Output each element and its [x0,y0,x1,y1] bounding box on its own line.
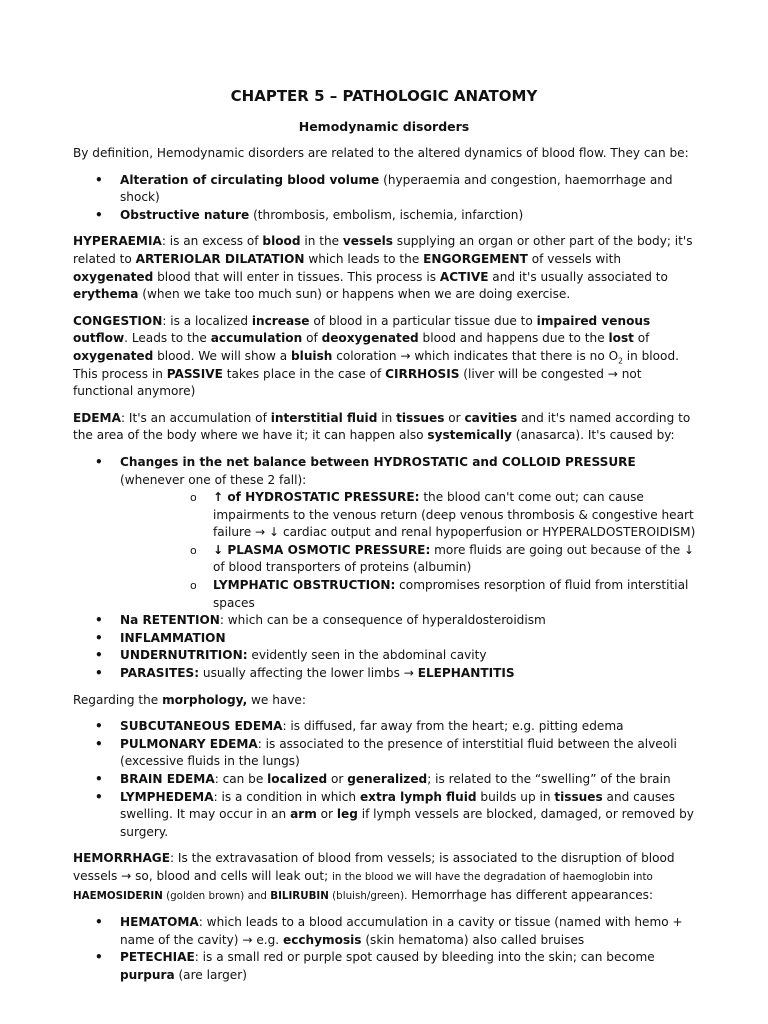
congestion-paragraph: CONGESTION: is a localized increase of blood in a particular tissue due to impaired venous outflow. Leads to the accumulation of deoxygenated blood and happens due to the lost of oxygenated blood. We will show a bluish coloration → which indicates that there is no $O_2$ in blood. This process in PASSIVE takes place in the case of CIRRHOSIS (liver will be congested → not functional anymore) [73,313,679,399]
list-item: • Na RETENTION: which can be a consequence of hyperaldosteroidism [73,612,701,630]
morphology-list [73,718,701,841]
list-item: • INFLAMMATION [73,630,701,648]
hemorrhage-list [73,914,701,984]
list-item: • Obstructive nature (thrombosis, embolism, ischemia, infarction) [73,207,701,225]
chapter-title: CHAPTER 5 – PATHOLOGIC ANATOMY [230,87,538,105]
morphology-paragraph: Regarding the morphology, we have: [73,692,306,707]
document-body [73,145,701,994]
hyperaemia-paragraph: HYPERAEMIA: is an excess of blood in the vessels supplying an organ or other part of the body; it's related to ARTERIOLAR DILATATION which leads to the ENGORGEMENT of vessels with oxygenated blood that will enter in tissues. This process is ACTIVE and it's usually associated to erythema (when we take too much sun) or happens when we are doing exercise. [73,234,693,302]
list-item: o ↑ of HYDROSTATIC PRESSURE: the blood can't come out; can cause impairments to the venous return (deep venous thrombosis & congestive heart failure → ↓ cardiac output and renal hypoperfusion or HYPERALDOSTEROIDISM) [120,489,701,542]
list-item: • Changes in the net balance between HYDROSTATIC and COLLOID PRESSURE (whenever one of these 2 fall): o ↑ of HYDROSTATIC PRESSURE: the blood can't come out; can cause impairments to the venous return (deep venous thrombosis & congestive heart failure → ↓ cardiac output and renal hypoperfusion or HYPERALDOSTEROIDISM) o ↓ PLASMA OSMOTIC PRESSURE: more fluids are going out because of the ↓ of blood transporters of proteins (albumin) o LYMPHATIC OBSTRUCTION: compromises resorption of fluid from interstitial spaces [73,454,701,612]
list-item: • SUBCUTANEOUS EDEMA: is diffused, far away from the heart; e.g. pitting edema [73,718,701,736]
list-item: • BRAIN EDEMA: can be localized or generalized; is related to the “swelling” of the brain [73,771,701,789]
intro-list [73,172,701,225]
list-item: o ↓ PLASMA OSMOTIC PRESSURE: more fluids are going out because of the ↓ of blood transporters of proteins (albumin) [120,542,701,577]
list-item: o LYMPHATIC OBSTRUCTION: compromises resorption of fluid from interstitial spaces [120,577,701,612]
list-item: • UNDERNUTRITION: evidently seen in the abdominal cavity [73,647,701,665]
pressure-sublist [120,489,701,612]
list-item: • Alteration of circulating blood volume (hyperaemia and congestion, haemorrhage and shock) [73,172,701,207]
list-item: • LYMPHEDEMA: is a condition in which extra lymph fluid builds up in tissues and causes swelling. It may occur in an arm or leg if lymph vessels are blocked, damaged, or removed by surgery. [73,789,701,842]
section-subtitle: Hemodynamic disorders [298,119,470,134]
list-item: • PULMONARY EDEMA: is associated to the presence of interstitial fluid between the alveoli (excessive fluids in the lungs) [73,736,701,771]
intro-paragraph: By definition, Hemodynamic disorders are related to the altered dynamics of blood flow. They can be: [73,146,689,160]
edema-causes-list [73,454,701,683]
list-item: • PARASITES: usually affecting the lower limbs → ELEPHANTITIS [73,665,701,683]
list-item: • HEMATOMA: which leads to a blood accumulation in a cavity or tissue (named with hemo + name of the cavity) → e.g. ecchymosis (skin hematoma) also called bruises [73,914,701,949]
list-item: • PETECHIAE: is a small red or purple spot caused by bleeding into the skin; can become purpura (are larger) [73,949,701,984]
hemorrhage-paragraph: HEMORRHAGE: Is the extravasation of blood from vessels; is associated to the disruption of blood vessels → so, blood and cells will leak out; in the blood we will have the degradation of haemoglobin into HAEMOSIDERIN (golden brown) and BILIRUBIN (bluish/green). Hemorrhage has different appearances: [73,851,675,902]
edema-paragraph: EDEMA: It's an accumulation of interstitial fluid in tissues or cavities and it's named according to the area of the body where we have it; it can happen also systemically (anasarca). It's caused by: [73,410,691,443]
